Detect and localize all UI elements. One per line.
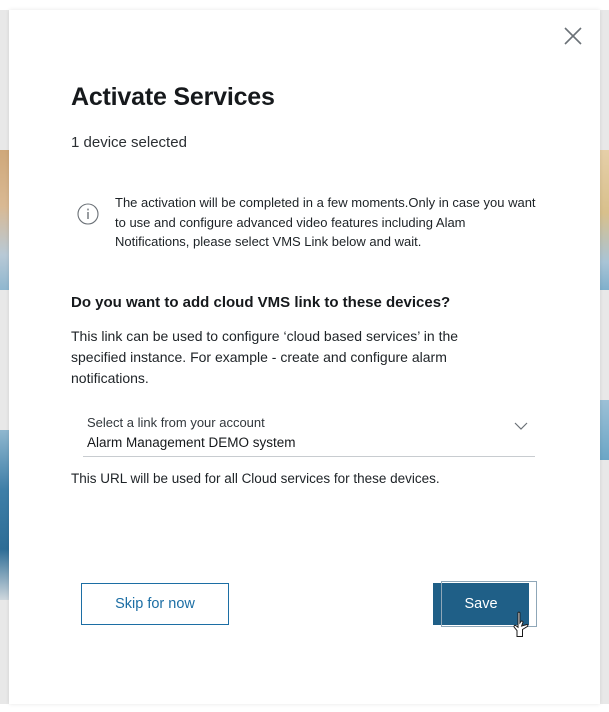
- page-title: Activate Services: [71, 83, 275, 111]
- vms-link-select-value: Alarm Management DEMO system: [87, 434, 296, 450]
- vms-link-description: This link can be used to configure ‘cloud based services’ in the specified instance. For example - create and configure alarm notifications.: [71, 327, 459, 386]
- info-banner-text: The activation will be completed in a few moments.Only in case you want to use and configure advanced video features including Alam Notifications, please select VMS Link below and wait.: [115, 195, 536, 249]
- background-right-thumbnail-2: [600, 400, 609, 460]
- info-banner: [71, 193, 541, 252]
- chevron-down-icon[interactable]: [513, 419, 529, 437]
- vms-link-question: Do you want to add cloud VMS link to these devices?: [71, 293, 451, 311]
- background-bottom-strip: [0, 704, 609, 712]
- skip-for-now-button[interactable]: Skip for now: [81, 583, 229, 625]
- url-usage-note: This URL will be used for all Cloud services for these devices.: [71, 470, 440, 486]
- device-selected-count: 1 device selected: [71, 134, 187, 151]
- vms-link-select-label: Select a link from your account: [87, 414, 265, 430]
- save-button[interactable]: Save: [433, 583, 529, 625]
- dialog-actions: [81, 583, 531, 625]
- background-left-thumbnail-1: [0, 150, 9, 290]
- info-icon: [77, 203, 99, 225]
- background-left-thumbnail-2: [0, 430, 9, 600]
- vms-link-select[interactable]: [83, 415, 535, 457]
- background-right-thumbnail-1: [600, 150, 609, 290]
- background-right-column: [600, 10, 609, 712]
- close-icon[interactable]: [559, 22, 587, 50]
- background-left-column: [0, 10, 9, 712]
- dialog-content: [71, 82, 541, 486]
- background-top-strip: [0, 0, 609, 10]
- activate-services-dialog: [9, 10, 600, 704]
